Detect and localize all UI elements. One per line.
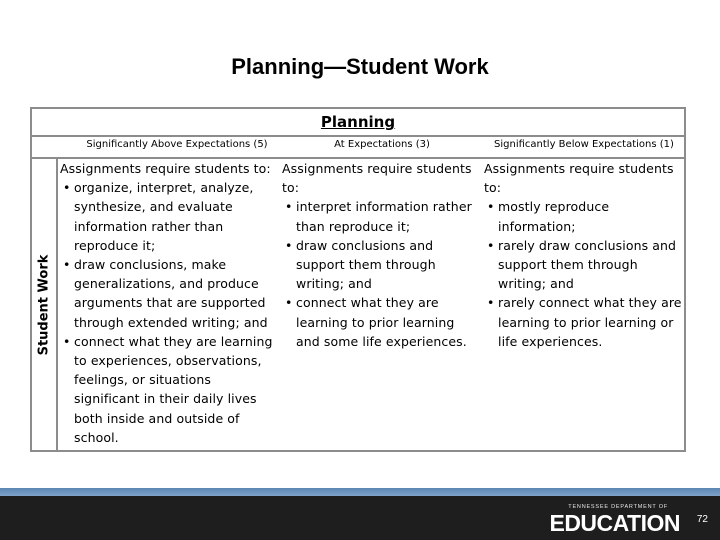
list-item: • connect what they are learning to prior learning and some life experiences.	[282, 293, 480, 351]
list-item: • interpret information rather than reproduce it;	[282, 197, 480, 235]
bullet-list	[484, 197, 682, 351]
column-intro: Assignments require students to:	[60, 161, 271, 176]
column-below	[484, 159, 682, 351]
bullet-list	[282, 197, 480, 351]
planning-label: Planning	[320, 113, 396, 131]
list-item: • rarely draw conclusions and support them through writing; and	[484, 236, 682, 294]
footer-accent-strip	[0, 488, 720, 496]
bullet-list	[60, 178, 280, 447]
planning-header-row	[32, 109, 684, 137]
logo-education-text: EDUCATION	[549, 510, 680, 536]
list-item: • connect what they are learning to experiences, observations, feelings, or situations significant in their daily lives both inside and outside of school.	[60, 332, 280, 447]
footer-bar	[0, 496, 720, 540]
column-intro: Assignments require students to:	[484, 161, 674, 196]
column-above	[60, 159, 280, 447]
slide-title: Planning—Student Work	[231, 54, 489, 79]
list-item: • draw conclusions and support them through writing; and	[282, 236, 480, 294]
list-item: • rarely connect what they are learning to prior learning or life experiences.	[484, 293, 682, 351]
rubric-table	[30, 107, 686, 452]
column-header-above: Significantly Above Expectations (5)	[86, 139, 268, 150]
column-header-at: At Expectations (3)	[334, 139, 430, 150]
logo-department-text: TENNESSEE DEPARTMENT OF	[568, 504, 668, 510]
student-work-row-label	[32, 159, 58, 450]
student-work-label-text: Student Work	[36, 254, 52, 355]
list-item: • organize, interpret, analyze, synthesize, and evaluate information rather than reproduce it;	[60, 178, 280, 255]
column-at	[282, 159, 480, 351]
column-header-row	[32, 137, 684, 159]
list-item: • draw conclusions, make generalizations, and produce arguments that are supported through extended writing; and	[60, 255, 280, 332]
page-number: 72	[696, 514, 708, 525]
column-header-below: Significantly Below Expectations (1)	[494, 139, 674, 150]
column-intro: Assignments require students to:	[282, 161, 472, 196]
list-item: • mostly reproduce information;	[484, 197, 682, 235]
